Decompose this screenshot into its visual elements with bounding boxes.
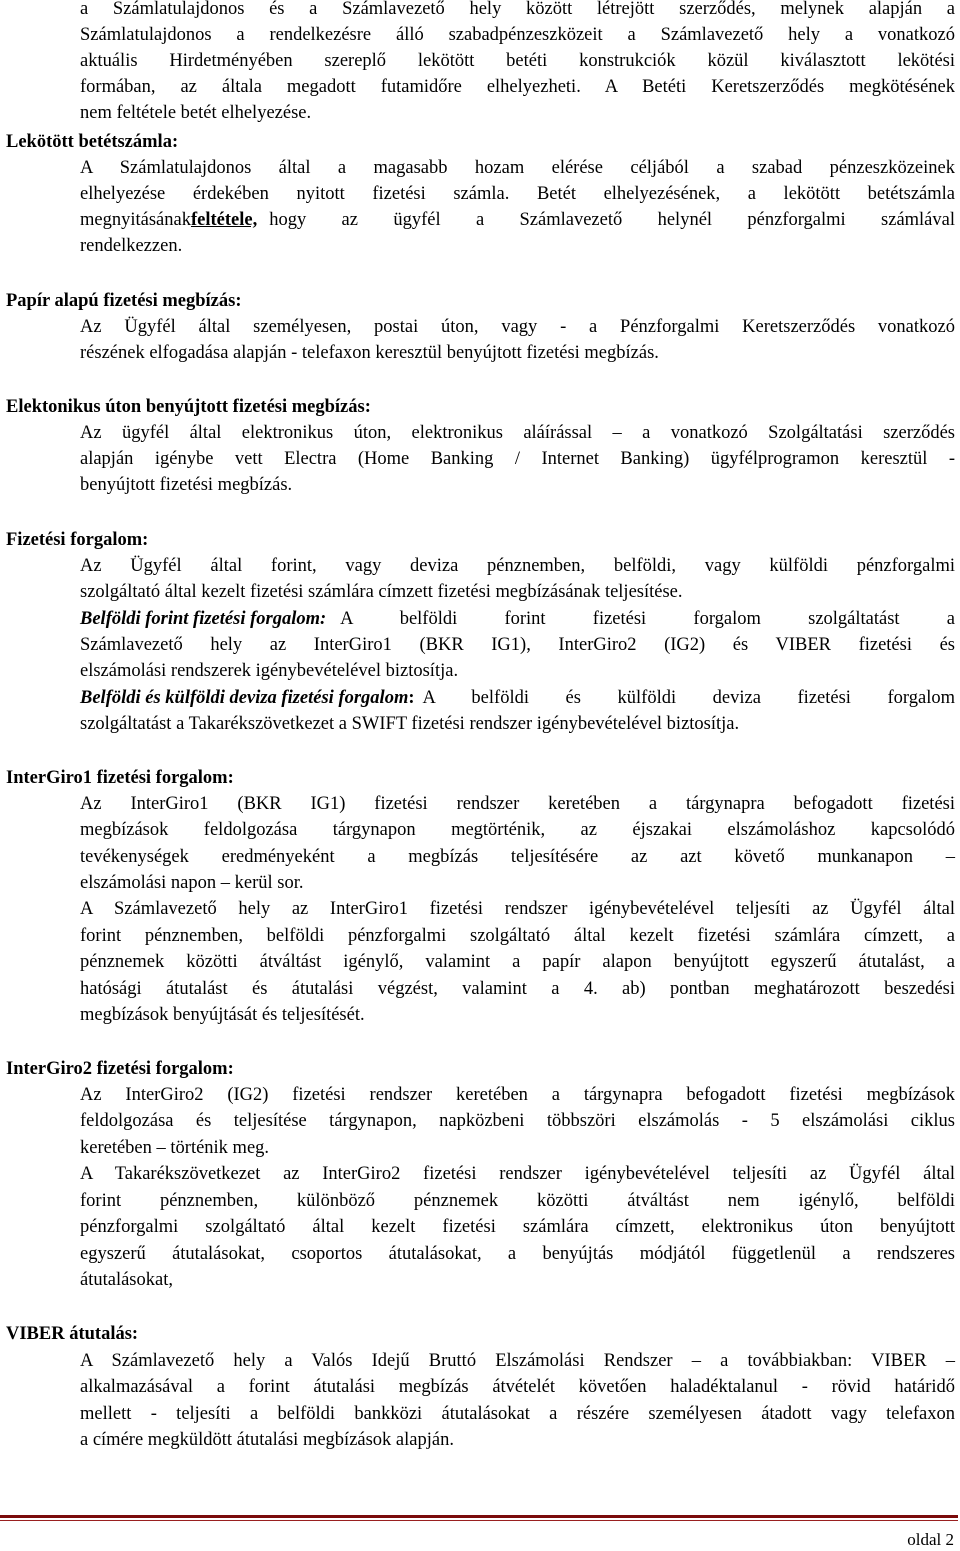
belfoldi-rest: A belföldi forint fizetési forgalom szolgáltatást a [340,609,955,629]
footer-rule-thick [0,1515,958,1518]
belfoldi-label: Belföldi forint fizetési forgalom: [80,609,327,629]
viber-line-3: mellett - teljesíti a belföldi bankközi átutalásokat a részére személyesen átadott vagy telefaxon [80,1404,955,1424]
ig1-line-8: hatósági átutalást és átutalási végzést, valamint a 4. ab) pontban meghatározott beszedési [80,979,955,999]
ig1-line-1: Az InterGiro1 (BKR IG1) fizetési rendszer keretében a tárgynapra befogadott fizetési [80,794,955,814]
fizetesi-line-1: Az Ügyfél által forint, vagy deviza pénznemben, belföldi, vagy külföldi pénzforgalmi [80,556,955,576]
ig1-line-3: tevékenységek eredményeként a megbízás teljesítésére az azt követő munkanapon – [80,847,955,867]
page-number: oldal 2 [907,1530,954,1549]
deviza-label: Belföldi és külföldi deviza fizetési forgalom [80,688,409,708]
lekotott-line-4: rendelkezzen. [80,236,183,256]
fizetesi-line-2: szolgáltató által kezelt fizetési számlára címzett fizetési megbízásának teljesítése. [80,582,683,602]
lekotott-line-1: A Számlatulajdonos által a magasabb hozam elérése céljából a szabad pénzeszközeinek [80,158,955,178]
intro-line-1: a Számlatulajdonos és a Számlavezető hely között létrejött szerződés, melynek alapján a [80,0,955,19]
heading-viber: VIBER átutalás: [6,1324,139,1344]
elektronikus-line-1: Az ügyfél által elektronikus úton, elektronikus aláírással – a vonatkozó Szolgáltatási szerződés [80,423,955,443]
papir-line-1: Az Ügyfél által személyesen, postai úton, vagy - a Pénzforgalmi Keretszerződés vonatkozó [80,317,955,337]
feltetele-underlined: feltétele, [190,210,258,230]
ig1-line-6: forint pénznemben, belföldi pénzforgalmi szolgáltató által kezelt fizetési számlára címzett, a [80,926,955,946]
heading-papir: Papír alapú fizetési megbízás: [6,291,242,311]
lekotott-line-3-post: hogy az ügyfél a Számlavezető helynél pénzforgalmi számlával [269,210,955,230]
lekotott-line-3 [80,207,955,233]
ig2-line-8: átutalásokat, [80,1270,173,1290]
ig1-line-2: megbízások feldolgozása tárgynapon megtörténik, az éjszakai elszámoláshoz kapcsolódó [80,820,955,840]
ig2-line-7: egyszerű átutalásokat, csoportos átutalásokat, a benyújtás módjától függetlenül a rendszeres [80,1244,955,1264]
elektronikus-line-3: benyújtott fizetési megbízás. [80,475,293,495]
intro-line-4: formában, az általa megadott futamidőre elhelyezheti. A Betéti Keretszerződés megkötésének [80,77,955,97]
intro-line-3: aktuális Hirdetményében szereplő lekötött betéti konstrukciók közül kiválasztott lekötési [80,51,955,71]
belfoldi-line-3: elszámolási rendszerek igénybevételével biztosítja. [80,661,459,681]
ig1-line-9: megbízások benyújtását és teljesítését. [80,1005,365,1025]
heading-intergiro1: InterGiro1 fizetési forgalom: [6,768,234,788]
lekotott-line-3-pre: megnyitásának [80,210,191,230]
viber-line-2: alkalmazásával a forint átutalási megbízás átvételét követően haladéktalanul - rövid határidő [80,1377,955,1397]
heading-intergiro2: InterGiro2 fizetési forgalom: [6,1059,234,1079]
elektronikus-line-2: alapján igénybe vett Electra (Home Banking / Internet Banking) ügyfélprogramon keresztül - [80,449,955,469]
ig2-line-1: Az InterGiro2 (IG2) fizetési rendszer keretében a tárgynapra befogadott fizetési megbízások [80,1085,955,1105]
ig2-line-5: forint pénznemben, különböző pénznemek közötti átváltást nem igénylő, belföldi [80,1191,955,1211]
ig1-line-5: A Számlavezető hely az InterGiro1 fizetési rendszer igénybevételével teljesíti az Ügyfél által [80,899,955,919]
heading-elektronikus: Elektonikus úton benyújtott fizetési megbízás: [6,397,371,417]
deviza-rest: A belföldi és külföldi deviza fizetési forgalom [422,688,955,708]
lekotott-line-2: elhelyezése érdekében nyitott fizetési számla. Betét elhelyezésének, a lekötött betétszámla [80,184,955,204]
intro-line-5: nem feltétele betét elhelyezése. [80,103,312,123]
intro-line-2: Számlatulajdonos a rendelkezésre álló szabadpénzeszközeit a Számlavezető hely a vonatkozó [80,25,955,45]
ig2-line-3: keretében – történik meg. [80,1138,270,1158]
heading-lekotott: Lekötött betétszámla: [6,132,179,152]
papir-line-2: részének elfogadása alapján - telefaxon keresztül benyújtott fizetési megbízás. [80,343,659,363]
ig2-line-2: feldolgozása és teljesítése tárgynapon, napközbeni többszöri elszámolás - 5 elszámolási ciklus [80,1111,955,1131]
ig2-line-4: A Takarékszövetkezet az InterGiro2 fizetési rendszer igénybevételével teljesíti az Ügyfél által [80,1164,955,1184]
ig1-line-7: pénznemek közötti átváltást igénylő, valamint a papír alapon benyújtott egyszerű átutalást, a [80,952,955,972]
belfoldi-line-1 [80,606,955,632]
ig2-line-6: pénzforgalmi szolgáltató által kezelt fizetési számlára címzett, elektronikus úton benyújtott [80,1217,955,1237]
ig1-line-4: elszámolási napon – kerül sor. [80,873,304,893]
viber-line-4: a címére megküldött átutalási megbízások alapján. [80,1430,454,1450]
deviza-colon: : [408,688,415,708]
deviza-line-2: szolgáltatást a Takarékszövetkezet a SWIFT fizetési rendszer igénybevételével biztosítja. [80,714,740,734]
heading-fizetesi: Fizetési forgalom: [6,530,149,550]
belfoldi-line-2: Számlavezető hely az InterGiro1 (BKR IG1), InterGiro2 (IG2) és VIBER fizetési és [80,635,955,655]
footer-rule-thin [0,1520,958,1521]
deviza-line-1 [80,685,955,711]
viber-line-1: A Számlavezető hely a Valós Idejű Bruttó Elszámolási Rendszer – a továbbiakban: VIBER – [80,1351,955,1371]
